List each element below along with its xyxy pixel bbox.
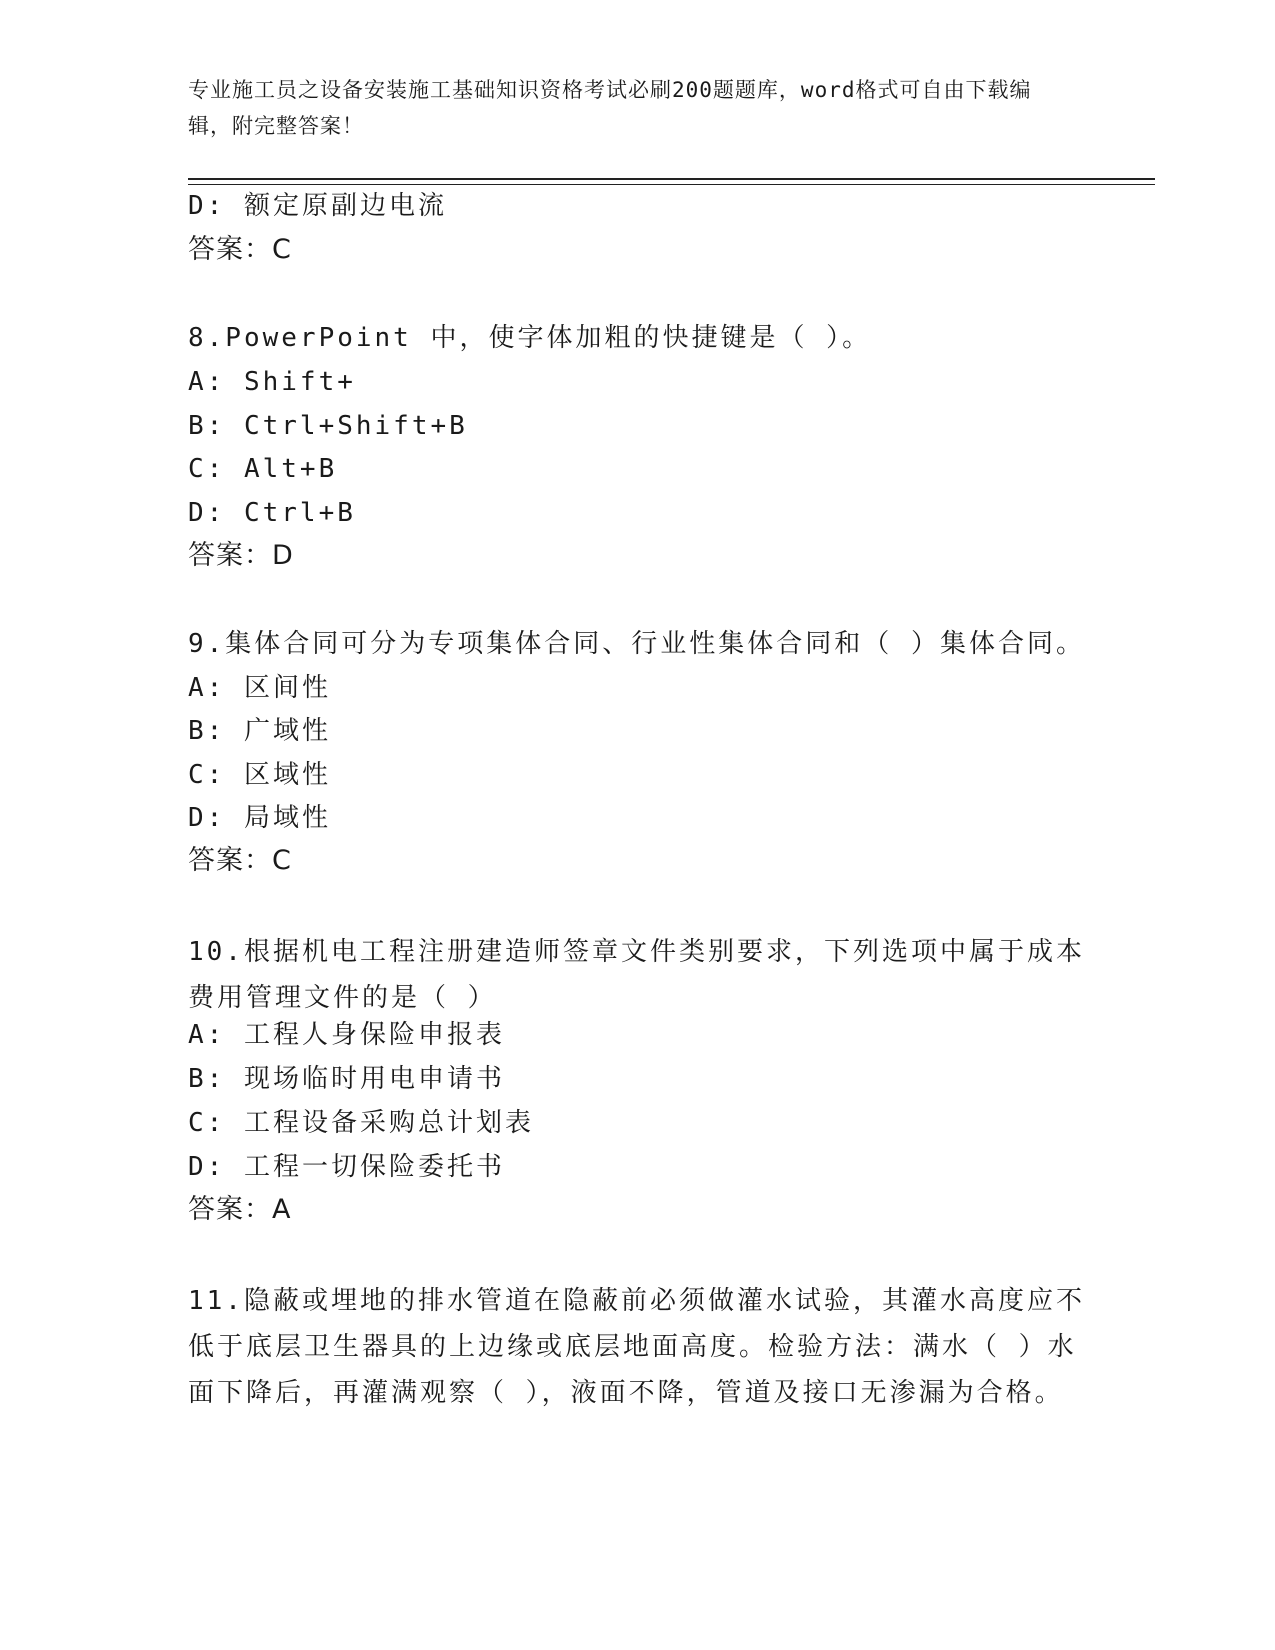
- document-header: 专业施工员之设备安装施工基础知识资格考试必刷200题题库，word格式可自由下载编辑，附完整答案！: [188, 78, 1032, 138]
- q7-answer: 答案：C: [188, 234, 292, 265]
- q8-option-d: D: Ctrl+B: [188, 498, 356, 528]
- header-divider-thin: [188, 184, 1155, 185]
- header-divider: [188, 178, 1155, 180]
- q10-option-a: A: 工程人身保险申报表: [188, 1020, 505, 1050]
- q9-question: 9.集体合同可分为专项集体合同、行业性集体合同和（ ）集体合同。: [188, 629, 1085, 659]
- q11-question: 11.隐蔽或埋地的排水管道在隐蔽前必须做灌水试验，其灌水高度应不低于底层卫生器具的上边缘或底层地面高度。检验方法：满水（ ）水面下降后，再灌满观察（ ），液面不降，管道及接口无渗漏为合格。: [188, 1286, 1085, 1408]
- q9-option-d: D: 局域性: [188, 803, 331, 833]
- q7-option-d: D: 额定原副边电流: [188, 191, 447, 221]
- q9-option-b: B: 广域性: [188, 716, 331, 746]
- q10-question: 10.根据机电工程注册建造师签章文件类别要求，下列选项中属于成本费用管理文件的是（ ）: [188, 937, 1085, 1013]
- q9-option-c: C: 区域性: [188, 760, 331, 790]
- q8-answer: 答案：D: [188, 540, 294, 571]
- q10-option-b: B: 现场临时用电申请书: [188, 1064, 505, 1094]
- q9-option-a: A: 区间性: [188, 673, 331, 703]
- q8-option-c: C: Alt+B: [188, 454, 338, 484]
- q8-option-b: B: Ctrl+Shift+B: [188, 411, 468, 441]
- q10-option-c: C: 工程设备采购总计划表: [188, 1108, 534, 1138]
- q10-option-d: D: 工程一切保险委托书: [188, 1152, 505, 1182]
- q8-option-a: A: Shift+: [188, 367, 356, 397]
- q9-answer: 答案：C: [188, 845, 292, 876]
- q10-answer: 答案：A: [188, 1194, 292, 1225]
- q8-question: 8.PowerPoint 中，使字体加粗的快捷键是（ ）。: [188, 323, 872, 353]
